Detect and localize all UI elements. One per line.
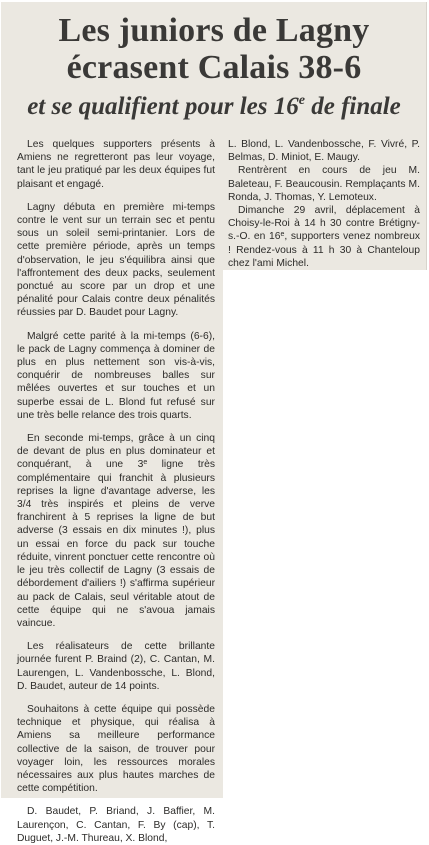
headline-line-1: Les juniors de Lagny: [58, 12, 370, 49]
headline-line-2: écrasent Calais 38-6: [66, 49, 362, 86]
paragraph-text: ligne très complémentaire qui franchit à plusieurs reprises la ligne d'avantage adverse, les 3/4 très inspirés et pleins de verve franchirent à 5 reprises la ligne de but adverse (3 essais en dix minutes !), plus un essai en force du pack sur touche réduite, vinrent ponctuer cette rencontre où le jeu très collectif de Lagny (3 essais de débordement d'ailiers !) s'affirma supérieur au pack de Calais, seul véritable atout de cette équipe qui ne s'avoua jamais vaincue.: [17, 459, 215, 629]
paragraph: Malgré cette parité à la mi-temps (6-6), le pack de Lagny commença à dominer de plus en plus nettement son vis-à-vis, conquérir de nombreuses balles sur mêlées ouvertes et sur touches et un superbe essai de L. Blond fut refusé sur une très belle relance des trois quarts.: [17, 330, 215, 421]
ordinal-superscript: e: [143, 459, 148, 467]
subhead-text-end: de finale: [304, 93, 401, 120]
right-column: [228, 138, 420, 270]
paragraph: Lagny débuta en première mi-temps contre le vent sur un terrain sec et pentu sous un soleil semi-printanier. Lors de cette première période, après un temps d'observation, le jeu s'équilibra ainsi que l'affrontement des deux packs, seulement ponctué au score par un drop et une pénalité pour Calais contre deux pénalités réussies par D. Baudet pour Lagny.: [17, 201, 215, 319]
paragraph: L. Blond, L. Vandenbossche, F. Vivré, P. Belmas, D. Miniot, E. Maugy.: [228, 139, 420, 164]
ordinal-superscript: e: [280, 231, 285, 239]
paragraph: [228, 204, 420, 270]
paragraph: Les quelques supporters présents à Amiens ne regretteront pas leur voyage, tant le jeu pratiqué par les deux équipes fut plaisant et engagé.: [17, 139, 215, 190]
paragraph: Rentrèrent en cours de jeu M. Baleteau, F. Beaucousin. Remplaçants M. Ronda, J. Thomas, Y. Lemoteux.: [228, 165, 420, 203]
paragraph: Les réalisateurs de cette brillante journée furent P. Braind (2), C. Cantan, M. Laurengen, L. Vandenbossche, L. Blond, D. Baudet, auteur de 14 points.: [17, 641, 215, 692]
subheadline: [1, 92, 427, 122]
paragraph: D. Baudet, P. Briand, J. Baffier, M. Laurençon, C. Cantan, F. By (cap), T. Duguet, J.-M. Thureau, X. Blond,: [17, 806, 215, 844]
paragraph-text: Dimanche 29 avril, déplacement à Choisy-le-Roi à 14 h 30 contre Brétigny-s.-O. en 16: [228, 205, 420, 243]
blank-area: [223, 270, 429, 810]
headline: [1, 12, 427, 86]
paragraph: Souhaitons à cette équipe qui possède technique et physique, qui réalisa à Amiens sa meilleure performance collective de la saison, de trouver pour voyager loin, les ressources morales nécessaires aux plus hautes marches de cette compétition.: [17, 703, 215, 795]
paragraph-text: , supporters venez nombreux ! Rendez-vous à 11 h 30 à Chanteloup chez l'ami Michel.: [228, 231, 421, 269]
paragraph-text: En seconde mi-temps, grâce à un cinq de devant de plus en plus dominateur et conquérant, à une 3: [17, 433, 215, 471]
subhead-text: et se qualifient pour les 16: [27, 93, 299, 120]
left-column: [17, 138, 215, 845]
paragraph: [17, 432, 215, 630]
subhead-superscript: e: [298, 93, 305, 108]
newspaper-clipping: [1, 2, 427, 844]
